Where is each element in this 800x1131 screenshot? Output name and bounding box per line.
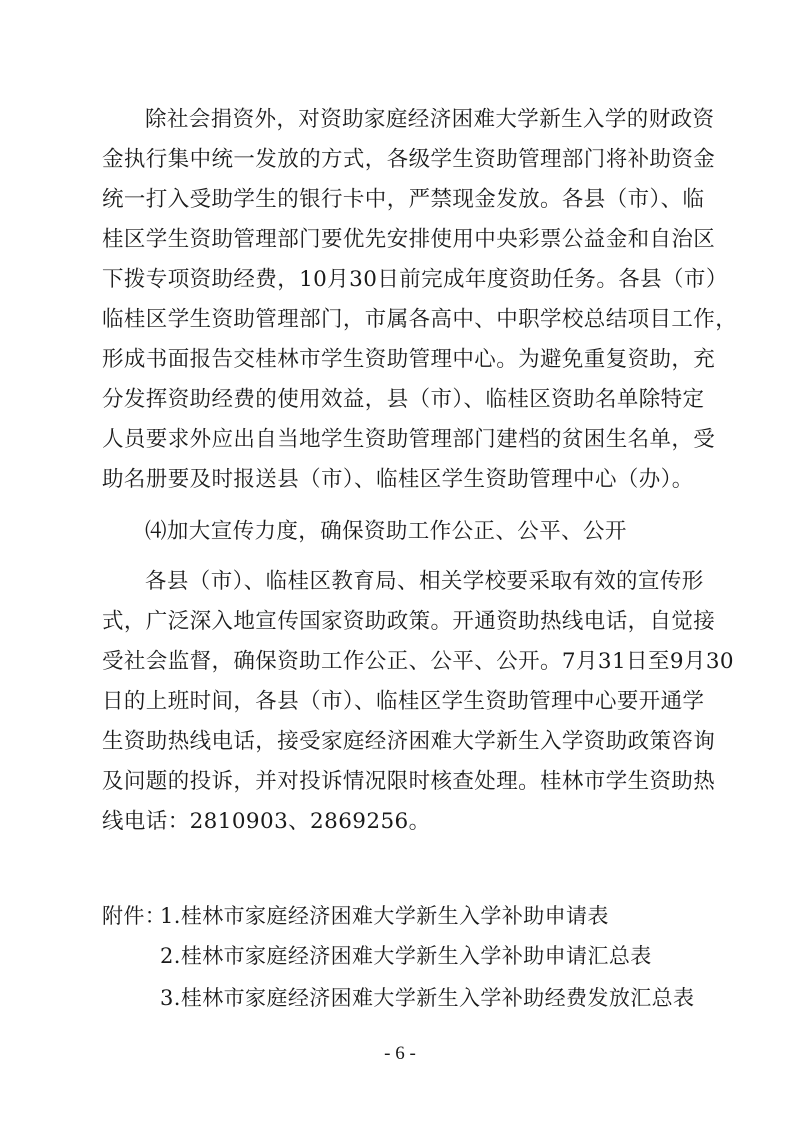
para1-line-7: 形成书面报告交桂林市学生资助管理中心。为避免重复资助，充 <box>102 347 716 372</box>
para1-line-4: 桂区学生资助管理部门要优先安排使用中央彩票公益金和自治区 <box>102 227 716 252</box>
para1-line-3: 统一打入受助学生的银行卡中，严禁现金发放。各县（市）、临 <box>102 187 705 212</box>
para1-line-9: 人员要求外应出自当地学生资助管理部门建档的贫困生名单，受 <box>102 427 716 452</box>
attachment-item-2: 2.桂林市家庭经济困难大学新生入学补助申请汇总表 <box>160 944 652 968</box>
para1-line-1: 除社会捐资外，对资助家庭经济困难大学新生入学的财政资 <box>145 107 715 132</box>
para2-line-6: 及问题的投诉，并对投诉情况限时核查处理。桂林市学生资助热 <box>102 769 716 794</box>
para1-line-2: 金执行集中统一发放的方式，各级学生资助管理部门将补助资金 <box>102 147 716 172</box>
para2-line-1: 各县（市）、临桂区教育局、相关学校要采取有效的宣传形 <box>145 569 704 594</box>
para1-line-8: 分发挥资助经费的使用效益，县（市）、临桂区资助名单除特定 <box>102 387 705 412</box>
para1-line-5: 下拨专项资助经费，10月30日前完成年度资助任务。各县（市） <box>102 267 728 292</box>
para2-line-7: 线电话：2810903、2869256。 <box>102 809 431 834</box>
para1-line-10: 助名册要及时报送县（市）、临桂区学生资助管理中心（办）。 <box>102 467 694 492</box>
para2-line-3: 受社会监督，确保资助工作公正、公平、公开。7月31日至9月30 <box>102 649 734 674</box>
para2-line-4: 日的上班时间，各县（市）、临桂区学生资助管理中心要开通学 <box>102 689 705 714</box>
section-4-heading: ⑷加大宣传力度，确保资助工作公正、公平、公开 <box>145 519 627 544</box>
attachments-label: 附件： <box>102 904 167 928</box>
para1-line-6: 临桂区学生资助管理部门，市属各高中、中职学校总结项目工作， <box>102 307 738 332</box>
page-number: - 6 - <box>384 1043 416 1064</box>
attachment-item-3: 3.桂林市家庭经济困难大学新生入学补助经费发放汇总表 <box>160 986 695 1010</box>
para2-line-5: 生资助热线电话，接受家庭经济困难大学新生入学资助政策咨询 <box>102 729 716 754</box>
attachment-item-1: 1.桂林市家庭经济困难大学新生入学补助申请表 <box>160 904 609 928</box>
para2-line-2: 式，广泛深入地宣传国家资助政策。开通资助热线电话，自觉接 <box>102 609 716 634</box>
